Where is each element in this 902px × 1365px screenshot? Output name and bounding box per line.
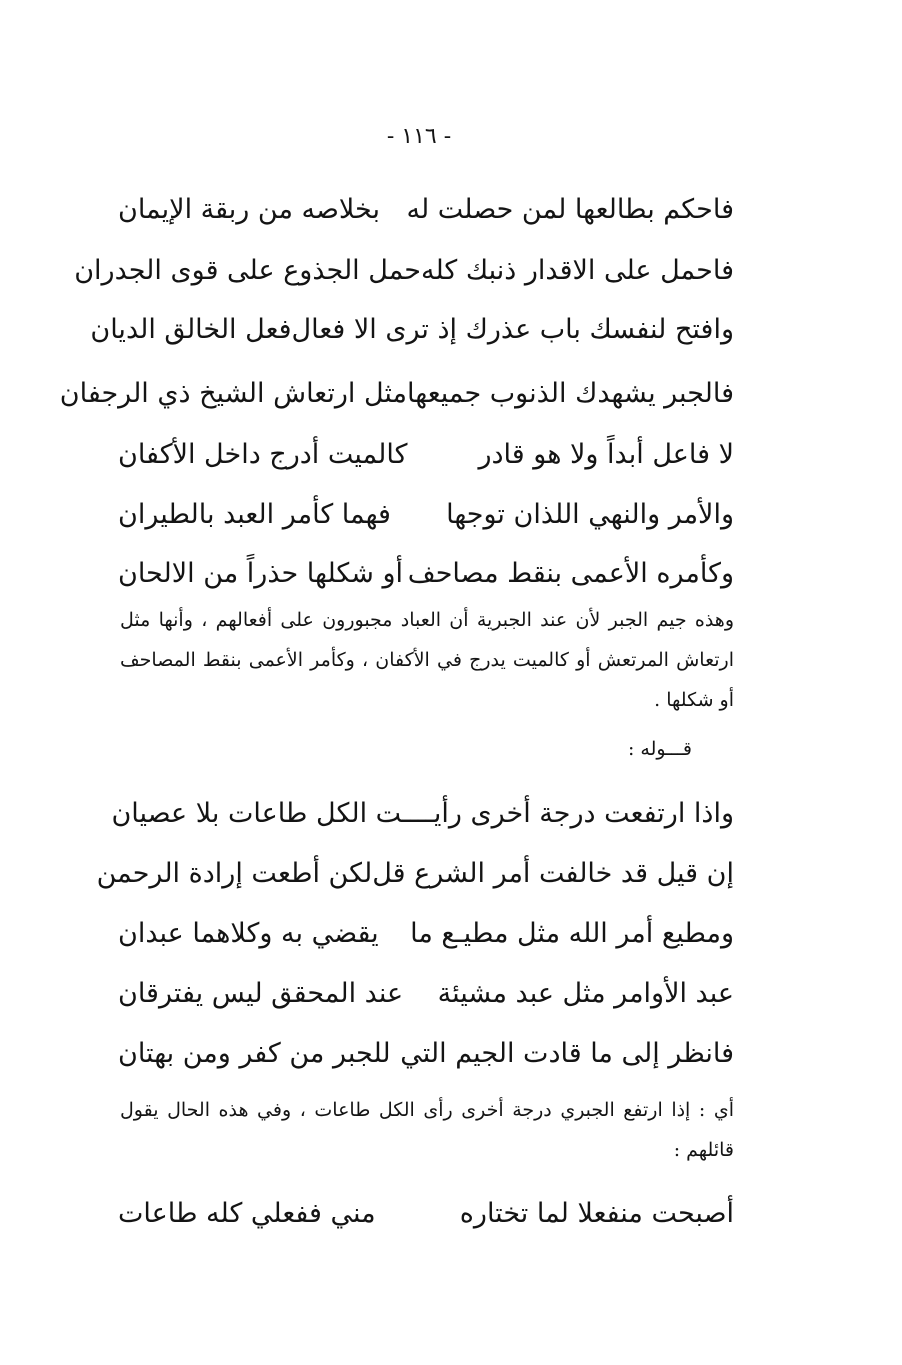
verse-second-hemistich: فعل الخالق الديان <box>90 313 292 345</box>
verse-first-hemistich: فاحمل على الاقدار ذنبك كله <box>421 254 734 286</box>
verse-line <box>118 968 734 1020</box>
verse-line <box>74 245 734 297</box>
verse-line <box>111 788 734 840</box>
verse-line <box>118 548 734 600</box>
verse-first-hemistich: ومطيع أمر الله مثل مطيـع ما <box>410 917 734 949</box>
commentary-paragraph: وهذه جيم الجبر لأن عند الجبرية أن العباد مجبورون على أفعالهم ، وأنها مثل ارتعاش المرتعش أو كالميت يدرج في الأكفان ، وكأمر الأعمى بنقط المصاحف أو شكلها . <box>120 609 734 711</box>
verse-first-hemistich: لا فاعل أبداً ولا هو قادر <box>478 438 734 470</box>
verse-first-hemistich: واذا ارتفعت درجة أخرى رأيـــ <box>410 797 734 829</box>
verse-second-hemistich: حمل الجذوع على قوى الجدران <box>74 254 421 286</box>
verse-second-hemistich: فهما كأمر العبد بالطيران <box>118 498 391 530</box>
verse-second-hemistich: مني ففعلي كله طاعات <box>118 1197 376 1229</box>
verse-line <box>118 429 734 481</box>
section-label: قـــوله : <box>627 738 692 760</box>
verse-first-hemistich: إن قيل قد خالفت أمر الشرع قل <box>372 857 734 889</box>
verse-first-hemistich: فاحكم بطالعها لمن حصلت له <box>406 193 734 225</box>
verse-second-hemistich: يقضي به وكلاهما عبدان <box>118 917 379 949</box>
verse-first-hemistich: أصبحت منفعلا لما تختاره <box>459 1197 734 1229</box>
verse-line <box>118 1028 734 1080</box>
verse-first-hemistich: والأمر والنهي اللذان توجها <box>446 498 734 530</box>
verse-second-hemistich: أو شكلها حذراً من الالحان <box>118 557 404 589</box>
page-number: - ١١٦ - <box>386 124 452 149</box>
verse-line <box>118 1188 734 1240</box>
commentary-paragraph: أي : إذا ارتفع الجبري درجة أخرى رأى الكل طاعات ، وفي هذه الحال يقول قائلهم : <box>120 1099 734 1161</box>
verse-line <box>118 489 734 541</box>
verse-second-hemistich: كالميت أدرج داخل الأكفان <box>118 438 408 470</box>
verse-first-hemistich: فانظر إلى ما قادت الجيم التي <box>400 1037 734 1069</box>
verse-second-hemistich: عند المحقق ليس يفترقان <box>118 977 404 1009</box>
verse-line <box>90 304 734 356</box>
verse-first-hemistich: وافتح لنفسك باب عذرك إذ ترى الا فعال <box>291 313 734 345</box>
verse-second-hemistich: ـت الكل طاعات بلا عصيان <box>111 797 411 829</box>
verse-second-hemistich: مثل ارتعاش الشيخ ذي الرجفان <box>59 377 408 409</box>
verse-first-hemistich: فالجبر يشهدك الذنوب جميعها <box>407 377 734 409</box>
verse-first-hemistich: عبد الأوامر مثل عبد مشيئة <box>437 977 734 1009</box>
verse-line <box>118 908 734 960</box>
verse-line <box>118 184 734 236</box>
verse-second-hemistich: للجبر من كفر ومن بهتان <box>118 1037 391 1069</box>
verse-first-hemistich: وكأمره الأعمى بنقط مصاحف <box>407 557 734 589</box>
verse-second-hemistich: بخلاصه من ربقة الإيمان <box>118 193 380 225</box>
verse-line <box>59 368 734 420</box>
verse-line <box>96 848 734 900</box>
verse-second-hemistich: لكن أطعت إرادة الرحمن <box>96 857 373 889</box>
